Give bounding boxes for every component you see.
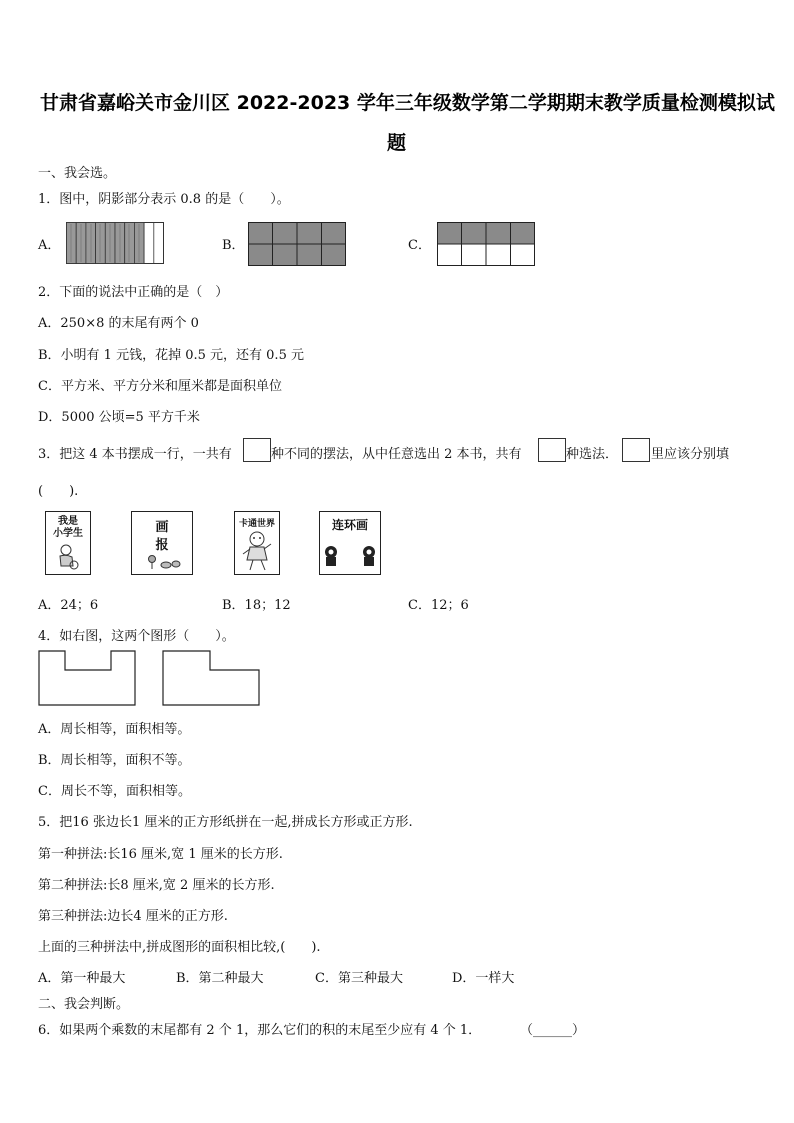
question-3-part3: 种选法． (566, 447, 619, 462)
q2-option-c: C．平方米、平方分米和厘米都是面积单位 (38, 379, 282, 394)
q2-option-d: D．5000 公顷=5 平方千米 (38, 410, 200, 425)
question-2-stem: 2．下面的说法中正确的是（ ） (38, 285, 229, 300)
q5-line-2: 第二种拼法:长8 厘米,宽 2 厘米的长方形. (38, 878, 275, 893)
book-xiaoxuesheng (45, 511, 91, 575)
q6-answer-blank[interactable]: （______） (520, 1023, 586, 1038)
question-3-part5: ( ). (38, 484, 79, 499)
q4-option-b: B．周长相等，面积不等。 (38, 753, 191, 768)
q5-option-b: B．第二种最大 (176, 971, 264, 986)
q1-option-a-label: A． (38, 238, 61, 253)
question-3-part2: 种不同的摆法，从中任意选出 2 本书，共有 (271, 447, 522, 462)
question-3-part4: 里应该分别填 (651, 447, 730, 462)
q3-answer-box-1[interactable] (243, 438, 271, 462)
q5-option-a: A．第一种最大 (38, 971, 126, 986)
flower-icon (144, 554, 182, 570)
q3-option-a: A．24；6 (38, 598, 99, 613)
q3-answer-box-3[interactable] (622, 438, 650, 462)
question-4-stem: 4．如右图，这两个图形（ ）。 (38, 629, 235, 644)
q4-shape-left (38, 650, 136, 706)
q4-shape-right (162, 650, 260, 706)
book-huabao-title-2: 报 (155, 538, 169, 553)
document-title-line1: 甘肃省嘉峪关市金川区 2022-2023 学年三年级数学第二学期期末教学质量检测模拟试 (40, 92, 775, 114)
book-lianhuanhua-title: 连环画 (331, 518, 368, 532)
q4-option-c: C．周长不等，面积相等。 (38, 784, 191, 799)
book-xiaoxuesheng-title: 我是 小学生 (53, 516, 83, 539)
section-heading-judge: 二、我会判断。 (38, 997, 130, 1012)
q4-option-a: A．周长相等，面积相等。 (38, 722, 191, 737)
panda-icon (325, 544, 375, 568)
q2-option-b: B．小明有 1 元钱，花掉 0.5 元，还有 0.5 元 (38, 348, 304, 363)
book-lianhuanhua (319, 511, 381, 575)
document-title-line2: 题 (387, 132, 407, 154)
book-katong-shijie-title: 卡通世界 (238, 519, 275, 529)
cartoon-girl-icon (241, 530, 273, 572)
q2-option-a: A．250×8 的末尾有两个 0 (38, 316, 199, 331)
question-1-stem: 1．图中，阴影部分表示 0.8 的是（ ）。 (38, 192, 290, 207)
q1-figure-a (66, 222, 164, 264)
book-katong-shijie (234, 511, 280, 575)
q5-option-c: C．第三种最大 (315, 971, 403, 986)
q5-line-1: 第一种拼法:长16 厘米,宽 1 厘米的长方形. (38, 847, 283, 862)
q1-option-b-label: B． (222, 238, 245, 253)
section-heading-choice: 一、我会选。 (38, 166, 117, 181)
q1-figure-c (437, 222, 535, 266)
q3-answer-box-2[interactable] (538, 438, 566, 462)
q1-figure-b (248, 222, 346, 266)
q1-option-c-label: C． (408, 238, 431, 253)
q5-question: 上面的三种拼法中,拼成图形的面积相比较,( ). (38, 940, 321, 955)
q3-option-b: B．18；12 (222, 598, 291, 613)
question-6-stem: 6．如果两个乘数的末尾都有 2 个 1，那么它们的积的末尾至少应有 4 个 1． (38, 1023, 482, 1038)
child-reading-icon (56, 544, 80, 570)
book-huabao (131, 511, 193, 575)
question-3-part1: 3．把这 4 本书摆成一行，一共有 (38, 447, 232, 462)
q5-option-d: D．一样大 (452, 971, 515, 986)
q5-line-3: 第三种拼法:边长4 厘米的正方形. (38, 909, 228, 924)
book-huabao-title-1: 画 (155, 520, 169, 535)
question-5-stem: 5．把16 张边长1 厘米的正方形纸拼在一起,拼成长方形或正方形. (38, 815, 413, 830)
q3-option-c: C．12；6 (408, 598, 469, 613)
